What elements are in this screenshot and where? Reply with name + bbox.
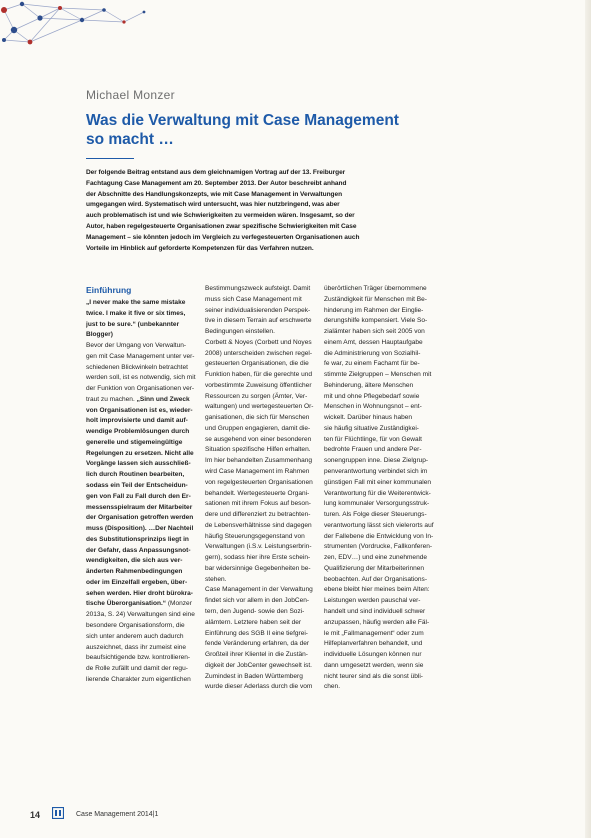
text-line: Verwaltungen (i.S.v. Leistungserbrin-	[205, 543, 312, 551]
journal-logo-icon	[52, 807, 64, 819]
text-line: sie häufig situative Zuständigkei-	[324, 424, 419, 432]
text-line: einem Amt, dessen Hauptaufgabe	[324, 338, 423, 346]
text-line: Bevor der Umgang von Verwaltun-	[86, 342, 187, 350]
text-line: besondere Organisationsform, die	[86, 621, 185, 629]
abstract-line: umgegangen wird. Systematisch wird untersucht, was hier nutzbringend, was aber	[86, 201, 340, 209]
text-line: generelle und stigemeingültige	[86, 438, 183, 446]
text-line: des Substitutionsprinzips liegt in	[86, 535, 189, 543]
text-line: tive in diesem Terrain auf erschwerte	[205, 317, 312, 325]
text-line: überörtlichen Träger übernommene	[324, 285, 427, 292]
text-line: behandelt. Wertegesteuerte Organi-	[205, 489, 310, 497]
text-line: penverantwortung verbindet sich im	[324, 468, 428, 476]
text-line: seiner individualisierenden Perspek-	[205, 306, 311, 314]
text-line: Qualifizierung der Mitarbeiterinnen	[324, 564, 425, 572]
text-line: die Administrierung von Sozialhil-	[324, 349, 421, 357]
text-line: lierende Charakter zum eigentlichen	[86, 675, 191, 683]
text-line: der Organisation getroffen werden	[86, 514, 194, 522]
text-line: individuelle Lösungen können nur	[324, 651, 422, 659]
text-line: verantwortung lässt sich vielerorts auf	[324, 521, 434, 529]
text-line: de Lebensverhältnisse sind dagegen	[205, 521, 312, 529]
text-line: häufig Steuerungsgegenstand von	[205, 532, 305, 540]
title-line: Was die Verwaltung mit Case Management	[86, 112, 399, 129]
text-line: „I never make the same mistake	[86, 299, 186, 306]
article-title	[86, 111, 416, 149]
text-line: Regelungen zu ersetzen. Nicht alle	[86, 449, 194, 457]
text-line: tern, den Jugend- sowie den Sozi-	[205, 607, 305, 615]
text-line: der Funktion von Organisationen ver-	[86, 385, 195, 393]
text-line: digkeit der JobCenter gewechselt ist.	[205, 661, 312, 669]
text-line: wendige Problemlösungen durch	[86, 428, 190, 436]
text-line: Einführung des SGB II eine tiefgrei-	[205, 629, 308, 637]
abstract-line: Vorteile im Hinblick auf geforderte Kompetenzen für das Verfahren nutzen.	[86, 244, 314, 252]
text-line: vorbestimmte Zuweisung öffentlicher	[205, 381, 312, 389]
network-graphic	[0, 0, 150, 52]
text-line: hinderung im Rahmen der Einglie-	[324, 306, 424, 314]
text-line: Behinderung, ältere Menschen	[324, 381, 414, 389]
text-line: gern), sodass hier ihre Erste schein-	[205, 554, 311, 562]
text-line: Ressourcen zu sorgen (Ämter, Ver-	[205, 392, 308, 400]
text-line: stimmte Zielgruppen – Menschen mit	[324, 371, 432, 379]
text-line: twice. I make it five or six times,	[86, 309, 186, 317]
page-edge-shadow	[585, 0, 591, 838]
text-line: bar widersinnige Gegebenheiten be-	[205, 564, 311, 572]
text-line: tische Überorganisation.“ (Monzer	[86, 600, 192, 608]
text-line: 2013a, S. 24) Verwaltungen sind eine	[86, 611, 195, 619]
text-line: und Gruppen engagieren, damit die-	[205, 424, 311, 432]
text-line: just to be sure.“ (unbekannter	[86, 320, 180, 328]
text-line: Vorgänge lassen sich ausschließ-	[86, 460, 191, 468]
journal-issue: Case Management 2014|1	[76, 811, 159, 818]
text-line: Corbett & Noyes (Corbett und Noyes	[205, 338, 312, 346]
text-line: findet sich vor allem in den JobCen-	[205, 597, 310, 605]
abstract-line: Der folgende Beitrag entstand aus dem gleichnamigen Vortrag auf der 13. Freiburger	[86, 169, 346, 176]
text-line: beaufsichtigende bzw. kontrollieren-	[86, 654, 191, 662]
text-line: Bedingungen einstellen.	[205, 328, 275, 336]
text-line: Blogger)	[86, 331, 113, 339]
text-line: muss (Disposition). …Der Nachteil	[86, 525, 194, 533]
text-line: Bestimmungszweck aufsteigt. Damit	[205, 285, 311, 292]
text-line: chen.	[324, 683, 341, 691]
text-line: Leistungen werden pauschal ver-	[324, 597, 421, 605]
text-line: von Organisationen ist es, wieder-	[86, 406, 193, 414]
text-line: sodass ein Teil der Entscheidun-	[86, 482, 188, 490]
text-line: wurde dieser Aderlass durch die vom	[205, 683, 313, 691]
text-line: strumenten (Vordrucke, Fallkonferen-	[324, 543, 433, 551]
text-line: gen von Fall zu Fall durch den Er-	[86, 492, 191, 500]
text-line: oder im Einzelfall ergeben, über-	[86, 578, 188, 586]
text-line: wird Case Management im Rahmen	[205, 468, 310, 476]
text-line: le mit „Fallmanagement“ oder zum	[324, 629, 424, 637]
text-line: günstigen Fall mit einer kommunalen	[324, 478, 431, 486]
text-line: Case Management in der Verwaltung	[205, 586, 313, 594]
text-line: fe war, zu einem Fachamt für be-	[324, 360, 420, 368]
text-line: de Rolle zufällt und damit der regu-	[86, 665, 188, 673]
text-line: waltungen) und wertegesteuerten Or-	[205, 403, 314, 411]
text-line: Funktion haben, für die gerechte und	[205, 371, 313, 379]
text-column-1	[86, 284, 199, 686]
text-line: sonengruppen inne. Diese Zielgrup-	[324, 457, 429, 465]
text-line: ebene bleibt hier meines beim Alten:	[324, 586, 430, 594]
text-line: lich durch Routinen bearbeiten,	[86, 471, 185, 479]
text-line: sich unter anderem auch dadurch	[86, 632, 184, 640]
abstract-line: Autor, haben regelgesteuerte Organisationen zwar spezifische Schwierigkeiten mit Case	[86, 222, 357, 230]
text-line: sationen mit ihrem Fokus auf beson-	[205, 500, 311, 508]
text-line: ten für Flüchtlinge, für von Gewalt	[324, 435, 422, 443]
title-line: so macht …	[86, 131, 174, 148]
text-line: dere und differenziert zu betrachten-	[205, 511, 311, 519]
text-line: sehen werden. Hier droht bürokra-	[86, 589, 193, 597]
text-line: gen mit Case Management unter ver-	[86, 352, 195, 360]
text-line: Großteil ihrer Klientel in die Zustän-	[205, 651, 308, 659]
text-line: anzupassen, häufig werden alle Fäl-	[324, 618, 430, 626]
text-line: zen, EDV…) und eine zunehmende	[324, 554, 427, 562]
text-line: von regelgesteuerten Organisationen	[205, 478, 313, 486]
text-line: auszeichnet, dass ihr zumeist eine	[86, 643, 187, 651]
text-line: änderten Rahmenbedingungen	[86, 568, 183, 576]
text-line: lung kommunaler Versorgungsstruk-	[324, 500, 430, 508]
text-line: Menschen in Wohnungsnot – ent-	[324, 403, 422, 411]
text-line: werden soll, ist es notwendig, sich mit	[86, 374, 196, 382]
text-line: Hilfeplanverfahren behandelt, und	[324, 640, 423, 648]
text-column-2	[205, 284, 318, 693]
text-line: se ausgehend von einer besonderen	[205, 435, 312, 443]
text-line: nicht teurer sind als die sonst übli-	[324, 672, 423, 680]
text-line: Verantwortung für die Weiterentwick-	[324, 489, 431, 497]
text-line: derungshilfe kompensiert. Viele So-	[324, 317, 428, 325]
text-line: stehen.	[205, 575, 227, 583]
text-line: handelt und sind individuell schwer	[324, 607, 426, 615]
text-line: fende Veränderung erfahren, da der	[205, 640, 310, 648]
abstract-line: der Abschnitte des Handlungskonzepts, wie mit Case Management in Verwaltungen	[86, 190, 343, 198]
text-line: 2008) unterscheiden zwischen regel-	[205, 349, 312, 357]
text-line: Im hier behandelten Zusammenhang	[205, 457, 312, 465]
text-line: der Gefahr, dass Anpassungsnot-	[86, 546, 191, 554]
text-line: Zumindest in Baden Württemberg	[205, 672, 303, 680]
text-line: Situation spezifische Hilfen erhalten.	[205, 446, 311, 454]
section-heading: Einführung	[86, 285, 132, 295]
text-line: der Fallebene die Entwicklung von In-	[324, 532, 434, 540]
text-line: holt improvisierte und damit auf-	[86, 417, 188, 425]
text-column-3	[324, 284, 437, 693]
abstract-line: Management – sie könnten jedoch im Vergleich zu verfegesteuerten Organisationen auch	[86, 233, 360, 241]
text-line: dann umgesetzt werden, wenn sie	[324, 661, 424, 669]
text-line: ganisationen, die sich für Menschen	[205, 414, 310, 422]
text-line: alämtern. Letztere haben seit der	[205, 618, 302, 626]
text-line: beobachten. Auf der Organisations-	[324, 575, 427, 583]
text-line: bedrohte Frauen und andere Per-	[324, 446, 422, 454]
text-line: messensspielraum der Mitarbeiter	[86, 503, 193, 511]
text-line: Zuständigkeit für Menschen mit Be-	[324, 295, 427, 303]
text-line: wickelt. Darüber hinaus haben	[324, 414, 413, 422]
text-line: mit und ohne Pflegebedarf sowie	[324, 392, 420, 400]
text-line: muss sich Case Management mit	[205, 295, 302, 303]
abstract-line: Fachtagung Case Management am 20. September 2013. Der Autor beschreibt anhand	[86, 179, 347, 187]
title-divider	[86, 158, 134, 159]
text-line: traut zu machen. „Sinn und Zweck	[86, 395, 190, 403]
text-line: schiedenen Blickwinkeln betrachtet	[86, 363, 188, 371]
text-line: zialämter haben sich seit 2005 von	[324, 328, 425, 336]
author-name: Michael Monzer	[86, 88, 175, 102]
text-line: turen. Als Folge dieser Steuerungs-	[324, 511, 427, 519]
text-line: gesteuerten Organisationen, die die	[205, 360, 309, 368]
text-line: wendigkeiten, die sich aus ver-	[86, 557, 183, 565]
abstract-line: auch problematisch ist und wie Schwierigkeiten zu vermeiden wären. Insgesamt, so der	[86, 212, 355, 220]
article-abstract	[86, 168, 441, 254]
page-number: 14	[30, 810, 41, 820]
